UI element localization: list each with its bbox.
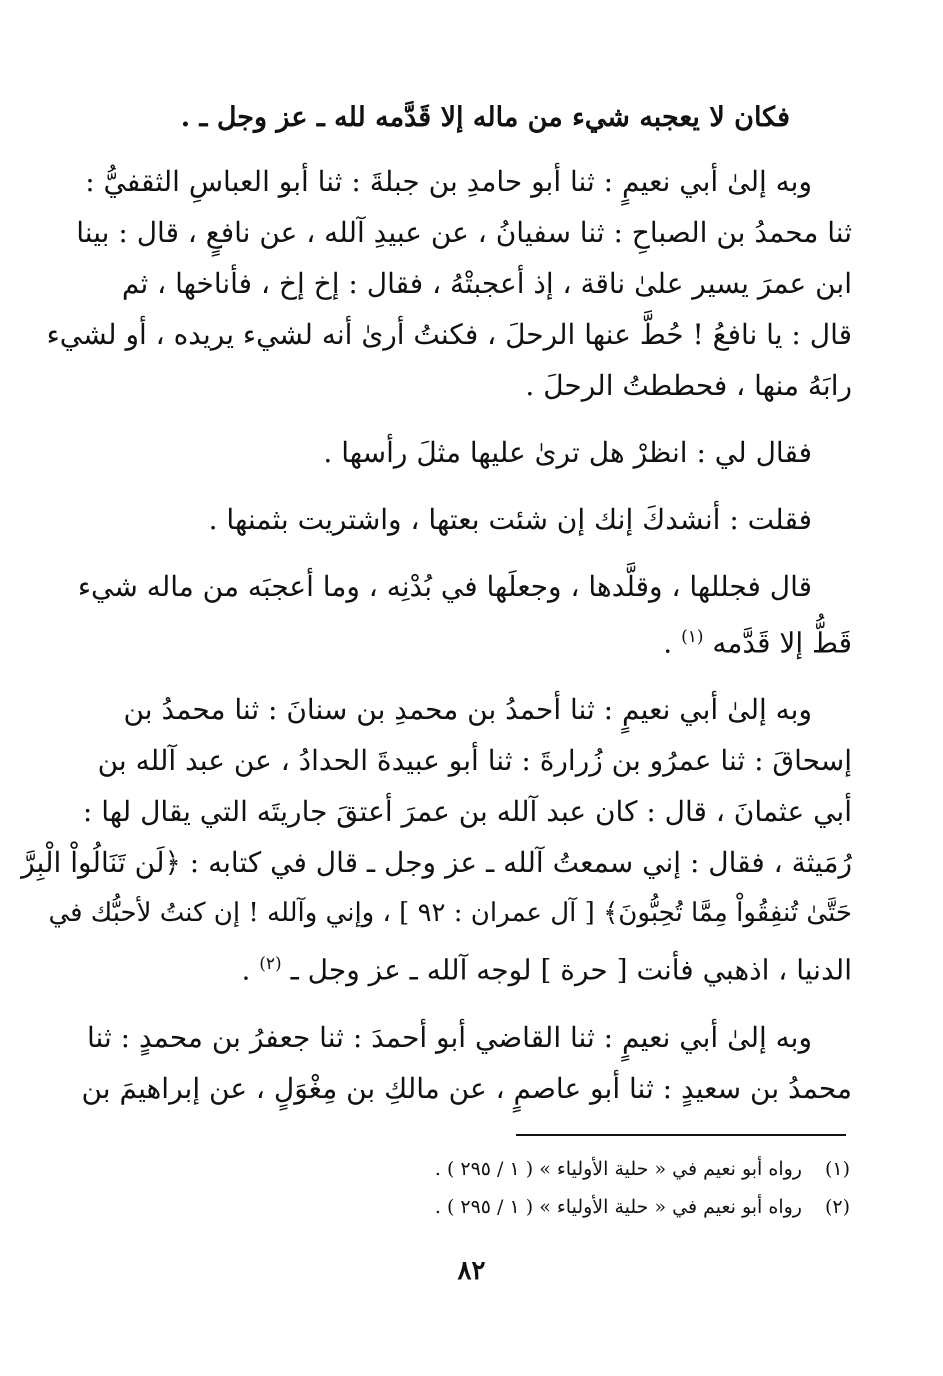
paragraph-text: قَطُّ إلا قَدَّمه (712, 626, 852, 660)
paragraph-line: محمدُ بن سعيدٍ : ثنا أبو عاصمٍ ، عن مالكِ بن مِغْوَلٍ ، عن إبراهيمَ بن (81, 1071, 852, 1105)
page-body (21, 96, 852, 1130)
paragraph-line: وبه إلىٰ أبي نعيمٍ : ثنا القاضي أبو أحمدَ : ثنا جعفرُ بن محمدٍ : ثنا (86, 1020, 812, 1054)
paragraph-line: الدنيا ، اذهبي فأنت [ حرة ] لوجه آلله ـ عز وجل ـ $^{(٢)}$ . (241, 953, 852, 987)
paragraph-line: قَطُّ إلا قَدَّمه $^{(١)}$ . (663, 626, 852, 660)
paragraph-line: قال : يا نافعُ ! حُطَّ عنها الرحلَ ، فكنتُ أرىٰ أنه لشيء يريده ، أو لشيء (46, 318, 852, 351)
footnote-text: رواه أبو نعيم في « حلية الأولياء » ( ١ / ٢٩٥ ) . (434, 1158, 802, 1180)
footnote (300, 1188, 850, 1226)
footnote-number: (٢) (824, 1196, 850, 1218)
paragraph-text: الدنيا ، اذهبي فأنت [ حرة ] لوجه آلله ـ عز وجل ـ (290, 953, 852, 987)
paragraph-line: ابن عمرَ يسير علىٰ ناقة ، إذ أعجبتْهُ ، فقال : إخ إخ ، فأناخها ، ثم (121, 267, 852, 300)
footnote-number: (١) (824, 1158, 850, 1180)
footnote-marker: (٢) (259, 954, 282, 975)
paragraph-line: وبه إلىٰ أبي نعيمٍ : ثنا أحمدُ بن محمدِ بن سنانَ : ثنا محمدُ بن (123, 693, 812, 727)
section-heading: فكان لا يعجبه شيء من ماله إلا قَدَّمه لله ـ عز وجل ـ . (180, 102, 790, 133)
paragraph-line: حَتَّىٰ تُنفِقُواْ مِمَّا تُحِبُّونَ﴾ [ آل عمران : ٩٢ ] ، وإني وآلله ! إن كنتُ لأحبُّك في (48, 898, 852, 929)
paragraph-1 (46, 156, 852, 411)
paragraph-line: فقلت : أنشدكَ إنك إن شئت بعتها ، واشتريت بثمنها . (208, 503, 812, 536)
paragraph-line: ثنا محمدُ بن الصباحِ : ثنا سفيانُ ، عن عبيدِ آلله ، عن نافعٍ ، قال : بينا (76, 216, 852, 249)
paragraph-6 (82, 1012, 852, 1114)
footnote-separator (516, 1134, 846, 1136)
paragraph-4 (77, 561, 852, 668)
paragraph-line: وبه إلىٰ أبي نعيمٍ : ثنا أبو حامدِ بن جبلةَ : ثنا أبو العباسِ الثقفيُّ : (85, 165, 812, 198)
paragraph-2 (82, 427, 852, 478)
paragraph-line: أبي عثمانَ ، قال : كان عبد آلله بن عمرَ أعتقَ جاريتَه التي يقال لها : (82, 795, 852, 829)
footnotes (300, 1150, 850, 1226)
paragraph-line: رُمَيثة ، فقال : إني سمعتُ آلله ـ عز وجل ـ قال في كتابه : ﴿لَن تَنَالُواْ الْبِرَّ (21, 846, 852, 880)
paragraph-line: رابَهُ منها ، فحططتُ الرحلَ . (525, 369, 852, 402)
paragraph-line: قال فجللها ، وقلَّدها ، وجعلَها في بُدْنِه ، وما أعجبَه من ماله شيء (77, 570, 812, 603)
page-number: ٨٢ (457, 1256, 486, 1286)
paragraph-line: فقال لي : انظرْ هل ترىٰ عليها مثلَ رأسها . (323, 436, 812, 469)
paragraph-3 (82, 494, 852, 545)
footnote-text: رواه أبو نعيم في « حلية الأولياء » ( ١ / ٢٩٥ ) . (434, 1196, 802, 1218)
paragraph-5 (21, 684, 852, 995)
footnote (300, 1150, 850, 1188)
paragraph-line: إسحاقَ : ثنا عمرُو بن زُرارةَ : ثنا أبو عبيدةَ الحدادُ ، عن عبد آلله بن (97, 744, 852, 778)
footnote-marker: (١) (681, 627, 704, 647)
